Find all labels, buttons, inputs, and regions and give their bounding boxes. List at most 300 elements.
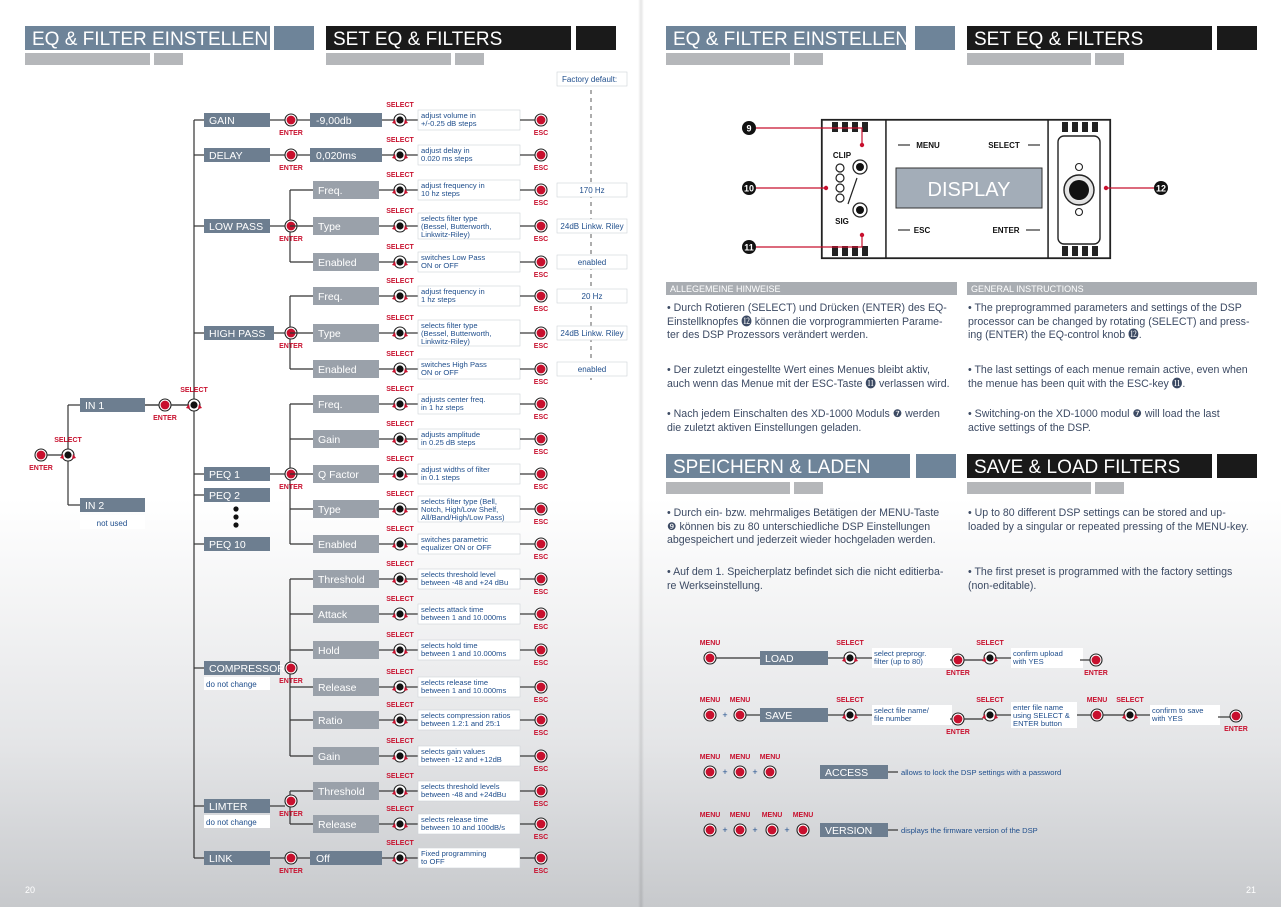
link-desc-line: Fixed programming xyxy=(421,849,487,858)
peq-gain-esc-icon xyxy=(535,433,547,445)
subtitle-bar-2 xyxy=(154,53,183,65)
subtitle-bar-5 xyxy=(666,53,790,65)
general-de-heading: ALLEGEMEINE HINWEISE xyxy=(670,284,781,294)
led-0 xyxy=(836,164,844,172)
esc-label: ESC xyxy=(533,766,549,773)
select-label: SELECT xyxy=(386,632,414,639)
lp-freq-default-label: 170 Hz xyxy=(579,186,605,195)
peq-type-label: Type xyxy=(318,504,341,516)
enter-label: ENTER xyxy=(279,343,303,350)
c-attack-select-icon xyxy=(392,608,408,620)
select-label: SELECT xyxy=(386,596,414,603)
select-label: SELECT xyxy=(386,840,414,847)
lp-type-label: Type xyxy=(318,221,341,233)
hp-freq-select-icon xyxy=(392,290,408,302)
page-number-left: 20 xyxy=(25,885,36,895)
load-confirm-desc-line: with YES xyxy=(1013,657,1044,666)
save-confirm-desc-line: with YES xyxy=(1152,714,1183,723)
plus-sign: + xyxy=(722,710,728,720)
menu-label: MENU xyxy=(729,697,751,704)
save-name-select-icon xyxy=(982,709,998,721)
plus-sign: + xyxy=(722,825,728,835)
lp-type-desc-line: Linkwitz-Riley) xyxy=(421,230,470,239)
peq-enabled-desc-line: switches parametric xyxy=(421,535,489,544)
peq-enabled-select-icon xyxy=(392,538,408,550)
peq-gain-desc-line: adjusts amplitude xyxy=(421,430,481,439)
lp-freq-select-icon xyxy=(392,184,408,196)
delay-enter-icon xyxy=(285,149,297,161)
enter-label: ENTER xyxy=(279,678,303,685)
enter-label: ENTER xyxy=(279,868,303,875)
c-gain-label: Gain xyxy=(318,751,341,763)
hp-type-select-icon xyxy=(392,327,408,339)
select-label: SELECT xyxy=(386,315,414,322)
esc-label: ESC xyxy=(533,449,549,456)
peq-freq-label: Freq. xyxy=(318,399,343,411)
esc-label: ESC xyxy=(533,730,549,737)
callout-9-number: 9 xyxy=(746,123,752,134)
enter-label: ENTER xyxy=(279,811,303,818)
c-attack-desc-line: between 1 and 10.000ms xyxy=(421,613,507,622)
c-release-desc-line: between 1 and 10.000ms xyxy=(421,686,507,695)
l-threshold-esc-icon xyxy=(535,785,547,797)
select-label: SELECT xyxy=(386,244,414,251)
lp-type-esc-icon xyxy=(535,220,547,232)
subtitle-bar-4 xyxy=(455,53,484,65)
peq-gain-label: Gain xyxy=(318,434,341,446)
l-release-desc-line: selects release time xyxy=(421,815,489,824)
title-de-left: EQ & FILTER EINSTELLEN xyxy=(32,29,269,50)
lp-enabled-desc-line: ON or OFF xyxy=(421,261,459,270)
subtitle-bar-8 xyxy=(1095,53,1124,65)
subtitle-bar-6 xyxy=(794,53,823,65)
c-gain-select-icon xyxy=(392,750,408,762)
lp-enabled-label: Enabled xyxy=(318,257,357,269)
hp-freq-esc-icon xyxy=(535,290,547,302)
c-threshold-esc-icon xyxy=(535,573,547,585)
factory-default-label: Factory default: xyxy=(562,75,618,84)
peq-type-desc-line: Notch, High/Low Shelf, xyxy=(421,505,499,514)
link-enter-icon xyxy=(285,852,297,864)
c-threshold-desc-line: between -48 and +24 dBu xyxy=(421,578,509,587)
peq-gain-select-icon xyxy=(392,433,408,445)
title-en-right: SET EQ & FILTERS xyxy=(974,29,1144,50)
hp-type-default-label: 24dB Linkw. Riley xyxy=(560,329,624,338)
hp-enabled-select-icon xyxy=(392,363,408,375)
select-label: SELECT xyxy=(386,702,414,709)
c-ratio-label: Ratio xyxy=(318,715,343,727)
c-hold-desc-line: selects hold time xyxy=(421,641,478,650)
esc-label: ESC xyxy=(533,624,549,631)
select-label: SELECT xyxy=(386,351,414,358)
callout-10-number: 10 xyxy=(743,183,755,194)
save-select-icon xyxy=(842,709,858,721)
general-de-3: • Nach jedem Einschalten des XD-1000 Moduls ❼ werden die zuletzt aktiven Einstellungen geladen. xyxy=(667,408,940,434)
menu-peq1-label: PEQ 1 xyxy=(209,469,240,481)
peq-q-desc-line: in 0.1 steps xyxy=(421,473,460,482)
save-enter-desc-line: enter file name xyxy=(1013,703,1064,712)
save-label: SAVE xyxy=(765,710,793,722)
c-attack-label: Attack xyxy=(318,609,348,621)
esc-label: ESC xyxy=(533,236,549,243)
general-en-heading: GENERAL INSTRUCTIONS xyxy=(971,284,1084,294)
in1-enter-icon xyxy=(159,399,171,411)
clip-label: CLIP xyxy=(832,151,852,160)
menu-label: MENU xyxy=(699,754,721,761)
led-3 xyxy=(836,194,844,202)
subtitle-bar-7 xyxy=(967,53,1091,65)
title-en-tab-right xyxy=(1217,26,1257,50)
esc-label: ESC xyxy=(533,414,549,421)
general-de-1: • Durch Rotieren (SELECT) und Drücken (ENTER) des EQ- Einstellknopfes ⓬ können die vorprogrammierten Parame- ter des DSP Prozessors verändert werden. xyxy=(667,302,947,341)
in2-note: not used xyxy=(96,519,128,528)
menu-high-pass-label: HIGH PASS xyxy=(209,328,266,340)
esc-label: ESC xyxy=(533,484,549,491)
lp-enabled-esc-icon xyxy=(535,256,547,268)
save-en-1: • Up to 80 different DSP settings can be stored and up- loaded by a singular or repeated pressing of the MENU-key. xyxy=(968,507,1249,533)
page-number-right: 21 xyxy=(1246,885,1257,895)
c-threshold-label: Threshold xyxy=(318,574,365,586)
ellipsis-dot-1 xyxy=(233,514,238,519)
c-ratio-esc-icon xyxy=(535,714,547,726)
version-desc: displays the firmware version of the DSP xyxy=(901,826,1038,835)
version-menu-icon-4 xyxy=(797,824,809,836)
title-de-tab-left xyxy=(274,26,314,50)
load-enter-icon xyxy=(952,654,964,666)
select-label: SELECT xyxy=(386,172,414,179)
lp-freq-desc-line: 10 hz steps xyxy=(421,189,460,198)
limiter-enter-icon xyxy=(285,795,297,807)
c-hold-esc-icon xyxy=(535,644,547,656)
l-release-select-icon xyxy=(392,818,408,830)
save-menu-icon-3 xyxy=(1091,709,1103,721)
save-select-desc-line: file number xyxy=(874,714,912,723)
save-menu-icon-1 xyxy=(704,709,716,721)
link-esc-icon xyxy=(535,852,547,864)
esc-label: ESC xyxy=(533,165,549,172)
peq-type-desc-line: All/Band/High/Low Pass) xyxy=(421,513,505,522)
lp-enabled-desc-line: switches Low Pass xyxy=(421,253,486,262)
c-gain-esc-icon xyxy=(535,750,547,762)
access-menu-icon-3 xyxy=(764,766,776,778)
lp-freq-desc-line: adjust frequency in xyxy=(421,181,485,190)
general-en-3: • Switching-on the XD-1000 modul ❼ will load the last active settings of the DSP. xyxy=(968,408,1220,434)
select-label: SELECT xyxy=(976,640,1004,647)
delay-desc-line: 0.020 ms steps xyxy=(421,154,473,163)
esc-label: ESC xyxy=(533,200,549,207)
plus-sign: + xyxy=(784,825,790,835)
enter-label: ENTER xyxy=(1084,670,1108,677)
enter-label: ENTER xyxy=(153,415,177,422)
esc-label: ESC xyxy=(533,868,549,875)
compressor-note: do not change xyxy=(206,680,257,689)
link-desc-line: to OFF xyxy=(421,857,445,866)
load-select-desc-line: select preprogr. xyxy=(874,649,927,658)
input-select-icon xyxy=(60,449,76,461)
main-select-icon xyxy=(186,399,202,411)
enter-label: ENTER xyxy=(279,236,303,243)
save-select-desc-line: select file name/ xyxy=(874,706,929,715)
hp-type-desc-line: Linkwitz-Riley) xyxy=(421,337,470,346)
select-label: SELECT xyxy=(386,738,414,745)
menu-label: MENU xyxy=(699,812,721,819)
access-label: ACCESS xyxy=(825,767,869,779)
select-label: SELECT xyxy=(54,437,82,444)
lp-type-default-label: 24dB Linkw. Riley xyxy=(560,222,624,231)
title-en-left: SET EQ & FILTERS xyxy=(333,29,503,50)
general-en-1: • The preprogrammed parameters and settings of the DSP processor can be changed by rotating (SELECT) and press- ing (ENTER) the EQ-control knob ⓬. xyxy=(968,302,1250,341)
c-gain-desc-line: selects gain values xyxy=(421,747,486,756)
select-label: SELECT xyxy=(836,640,864,647)
enter-label: ENTER xyxy=(29,465,53,472)
compressor-enter-icon xyxy=(285,662,297,674)
l-threshold-select-icon xyxy=(392,785,408,797)
select-label: SELECT xyxy=(386,386,414,393)
led-2 xyxy=(836,184,844,192)
load-select-desc-line: filter (up to 80) xyxy=(874,657,923,666)
select-label: SELECT xyxy=(386,421,414,428)
link-select-icon xyxy=(392,852,408,864)
lp-enabled-default-label: enabled xyxy=(577,258,607,267)
enter-label: ENTER xyxy=(279,130,303,137)
esc-label: ESC xyxy=(533,130,549,137)
lp-freq-label: Freq. xyxy=(318,185,343,197)
save-enter-desc-line: using SELECT & xyxy=(1013,711,1070,720)
peq-q-label: Q Factor xyxy=(318,469,359,481)
hp-enabled-default-label: enabled xyxy=(577,365,607,374)
device-esc-label: ESC xyxy=(913,226,931,235)
load-label: LOAD xyxy=(765,653,794,665)
peq-enabled-label: Enabled xyxy=(318,539,357,551)
peq-q-desc-line: adjust widths of filter xyxy=(421,465,490,474)
access-menu-icon-2 xyxy=(734,766,746,778)
general-de-2: • Der zuletzt eingestellte Wert eines Menues bleibt aktiv, auch wenn das Menue mit der ESC-Taste ⓫ verlassen wird. xyxy=(667,364,950,390)
hp-type-label: Type xyxy=(318,328,341,340)
menu-label: MENU xyxy=(761,812,783,819)
menu-label: MENU xyxy=(699,697,721,704)
peq-freq-desc-line: in 1 hz steps xyxy=(421,403,464,412)
l-release-desc-line: between 10 and 100dB/s xyxy=(421,823,506,832)
peq-q-esc-icon xyxy=(535,468,547,480)
c-release-esc-icon xyxy=(535,681,547,693)
peq-type-desc-line: selects filter type (Bell, xyxy=(421,497,497,506)
title-de-tab-right xyxy=(915,26,955,50)
menu-link-label: LINK xyxy=(209,853,233,865)
ellipsis-dot-2 xyxy=(233,522,238,527)
l-threshold-desc-line: between -48 and +24dBu xyxy=(421,790,507,799)
menu-label: MENU xyxy=(729,812,751,819)
link-value: Off xyxy=(316,853,330,865)
select-label: SELECT xyxy=(386,669,414,676)
device-display-label: DISPLAY xyxy=(927,179,1011,201)
select-label: SELECT xyxy=(976,697,1004,704)
c-attack-esc-icon xyxy=(535,608,547,620)
gain-esc-icon xyxy=(535,114,547,126)
gain-select-icon xyxy=(392,114,408,126)
save-title-en: SAVE & LOAD FILTERS xyxy=(974,457,1181,478)
ellipsis-dot-0 xyxy=(233,506,238,511)
hp-freq-desc-line: 1 hz steps xyxy=(421,295,456,304)
hp-type-esc-icon xyxy=(535,327,547,339)
peq-freq-select-icon xyxy=(392,398,408,410)
gain-desc-line: adjust volume in xyxy=(421,111,476,120)
hp-type-desc-line: (Bessel, Butterworth, xyxy=(421,329,492,338)
access-menu-icon-1 xyxy=(704,766,716,778)
save-de-2: • Auf dem 1. Speicherplatz befindet sich die nicht editierba- re Werkseinstellung. xyxy=(667,566,944,592)
esc-label: ESC xyxy=(533,519,549,526)
menu-label: MENU xyxy=(792,812,814,819)
lp-freq-esc-icon xyxy=(535,184,547,196)
c-ratio-select-icon xyxy=(392,714,408,726)
esc-label: ESC xyxy=(533,554,549,561)
esc-label: ESC xyxy=(533,272,549,279)
peq-type-select-icon xyxy=(392,503,408,515)
select-label: SELECT xyxy=(386,806,414,813)
peq-freq-esc-icon xyxy=(535,398,547,410)
load-menu-icon xyxy=(704,652,716,664)
load-confirm-select-icon xyxy=(982,652,998,664)
c-ratio-desc-line: selects compression ratios xyxy=(421,711,511,720)
callout-12-number: 12 xyxy=(1155,183,1167,194)
title-de-right: EQ & FILTER EINSTELLEN xyxy=(673,29,910,50)
hp-freq-desc-line: adjust frequency in xyxy=(421,287,485,296)
version-menu-icon-1 xyxy=(704,824,716,836)
limiter-note: do not change xyxy=(206,818,257,827)
l-release-esc-icon xyxy=(535,818,547,830)
select-label: SELECT xyxy=(836,697,864,704)
enter-label: ENTER xyxy=(946,729,970,736)
save-enter-icon xyxy=(952,713,964,725)
hp-enabled-desc-line: switches High Pass xyxy=(421,360,487,369)
hp-enabled-esc-icon xyxy=(535,363,547,375)
menu-gain-label: GAIN xyxy=(209,115,235,127)
device-enter-label: ENTER xyxy=(992,226,1020,235)
hp-enabled-label: Enabled xyxy=(318,364,357,376)
c-hold-desc-line: between 1 and 10.000ms xyxy=(421,649,507,658)
peq-q-select-icon xyxy=(392,468,408,480)
menu-low-pass-label: LOW PASS xyxy=(209,221,264,233)
select-label: SELECT xyxy=(386,491,414,498)
select-label: SELECT xyxy=(386,773,414,780)
gain-enter-icon xyxy=(285,114,297,126)
in1-label: IN 1 xyxy=(85,400,105,412)
gain-value: -9,00db xyxy=(316,115,352,127)
general-en-2: • The last settings of each menue remain active, even when the menue has been quit with the ESC-key ⓫. xyxy=(968,364,1248,390)
c-release-label: Release xyxy=(318,682,357,694)
title-en-tab-left xyxy=(576,26,616,50)
lp-type-desc-line: selects filter type xyxy=(421,214,478,223)
select-label: SELECT xyxy=(386,137,414,144)
access-desc: allows to lock the DSP settings with a password xyxy=(901,768,1062,777)
select-label: SELECT xyxy=(386,561,414,568)
select-label: SELECT xyxy=(180,387,208,394)
peq-enabled-desc-line: equalizer ON or OFF xyxy=(421,543,492,552)
plus-sign: + xyxy=(752,767,758,777)
c-hold-label: Hold xyxy=(318,645,340,657)
esc-label: ESC xyxy=(533,379,549,386)
hp-type-desc-line: selects filter type xyxy=(421,321,478,330)
delay-esc-icon xyxy=(535,149,547,161)
enter-label: ENTER xyxy=(279,484,303,491)
save-confirm-enter-icon xyxy=(1230,710,1242,722)
lp-type-desc-line: (Bessel, Butterworth, xyxy=(421,222,492,231)
hp-freq-default-label: 20 Hz xyxy=(581,292,603,301)
menu-label: MENU xyxy=(699,640,721,647)
delay-select-icon xyxy=(392,149,408,161)
save-en-2: • The first preset is programmed with the factory settings (non-editable). xyxy=(968,566,1233,592)
c-hold-select-icon xyxy=(392,644,408,656)
l-threshold-desc-line: selects threshold levels xyxy=(421,782,500,791)
enter-label: ENTER xyxy=(946,670,970,677)
save-menu-icon-2 xyxy=(734,709,746,721)
load-confirm-desc-line: confirm upload xyxy=(1013,649,1063,658)
subtitle-bar-1 xyxy=(25,53,150,65)
save-confirm-desc-line: confirm to save xyxy=(1152,706,1204,715)
esc-label: ESC xyxy=(533,801,549,808)
save-en-tab xyxy=(1217,454,1257,478)
menu-label: MENU xyxy=(729,754,751,761)
device-select-label: SELECT xyxy=(988,141,1020,150)
menu-limiter-label: LIMTER xyxy=(209,801,248,813)
version-menu-icon-2 xyxy=(734,824,746,836)
load-confirm-enter-icon xyxy=(1090,654,1102,666)
input-enter-icon xyxy=(35,449,47,461)
save-confirm-select-icon xyxy=(1122,709,1138,721)
c-gain-desc-line: between -12 and +12dB xyxy=(421,755,502,764)
menu-peq10-label: PEQ 10 xyxy=(209,539,246,551)
hp-enabled-desc-line: ON or OFF xyxy=(421,368,459,377)
esc-label: ESC xyxy=(533,589,549,596)
save-de-tab xyxy=(916,454,956,478)
in2-label: IN 2 xyxy=(85,500,105,512)
c-threshold-select-icon xyxy=(392,573,408,585)
esc-label: ESC xyxy=(533,660,549,667)
menu-label: MENU xyxy=(1086,697,1108,704)
gain-desc-line: +/-0.25 dB steps xyxy=(421,119,477,128)
led-1 xyxy=(836,174,844,182)
load-select-icon xyxy=(842,652,858,664)
l-threshold-label: Threshold xyxy=(318,786,365,798)
device-menu-label: MENU xyxy=(916,141,940,150)
menu-compressor-label: COMPRESSOR xyxy=(209,663,285,675)
menu-delay-label: DELAY xyxy=(209,150,243,162)
c-ratio-desc-line: between 1.2:1 and 25:1 xyxy=(421,719,501,728)
c-attack-desc-line: selects attack time xyxy=(421,605,484,614)
enter-label: ENTER xyxy=(279,165,303,172)
version-menu-icon-3 xyxy=(766,824,778,836)
save-de-1: • Durch ein- bzw. mehrmaliges Betätigen der MENU-Taste ❾ können bis zu 80 unterschiedliche DSP Einstellungen abgespeichert und jederzeit wieder hochgeladen werden. xyxy=(667,507,940,546)
l-release-label: Release xyxy=(318,819,357,831)
peq-enabled-esc-icon xyxy=(535,538,547,550)
lp-type-select-icon xyxy=(392,220,408,232)
select-label: SELECT xyxy=(386,456,414,463)
save-title-de: SPEICHERN & LADEN xyxy=(673,457,871,478)
hp-freq-label: Freq. xyxy=(318,291,343,303)
esc-label: ESC xyxy=(533,343,549,350)
eq-knob-icon xyxy=(1069,180,1089,200)
delay-value: 0,020ms xyxy=(316,150,357,162)
select-label: SELECT xyxy=(386,208,414,215)
peq-freq-desc-line: adjusts center freq. xyxy=(421,395,486,404)
enter-label: ENTER xyxy=(1224,726,1248,733)
peq-gain-desc-line: in 0.25 dB steps xyxy=(421,438,476,447)
c-release-desc-line: selects release time xyxy=(421,678,489,687)
select-label: SELECT xyxy=(386,102,414,109)
esc-label: ESC xyxy=(533,306,549,313)
subtitle-bar-3 xyxy=(326,53,451,65)
select-label: SELECT xyxy=(1116,697,1144,704)
version-label: VERSION xyxy=(825,825,873,837)
